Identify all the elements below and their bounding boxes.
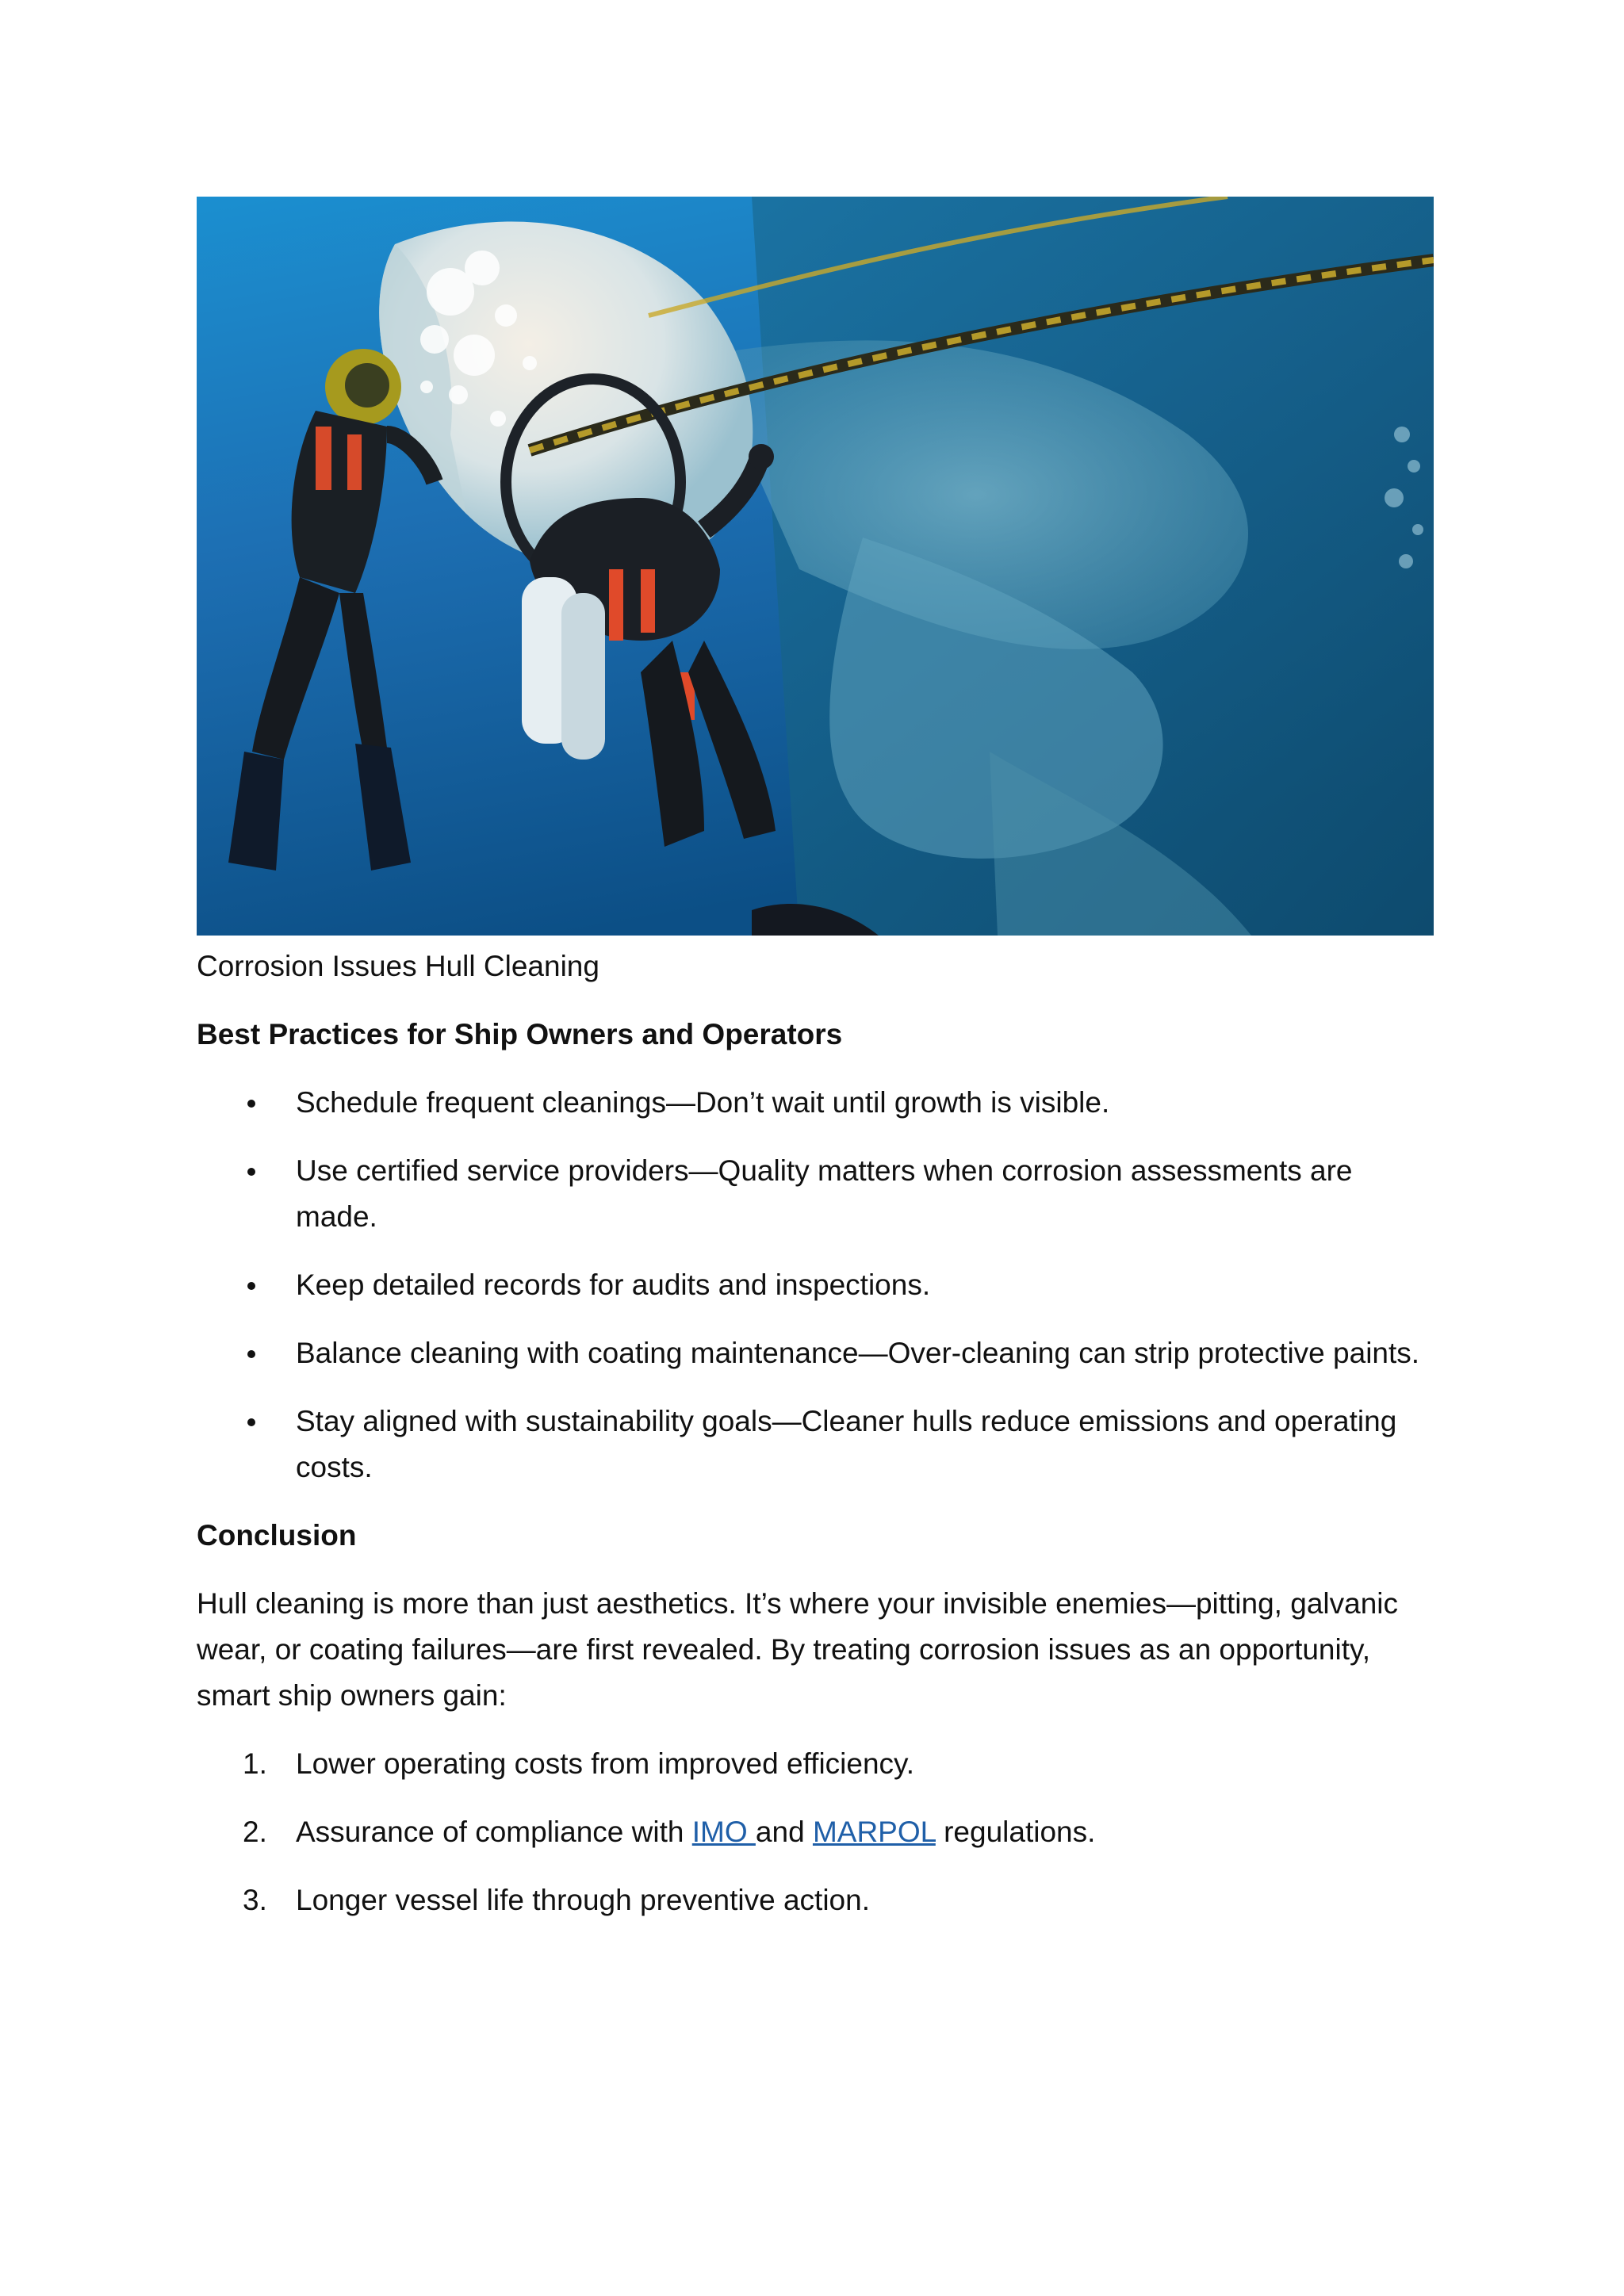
list-number: 2. — [243, 1816, 267, 1848]
list-item-text-middle: and — [755, 1816, 813, 1848]
list-item — [197, 1262, 1434, 1308]
list-item-text-before: Assurance of compliance with — [296, 1816, 692, 1848]
list-item — [197, 1080, 1434, 1126]
best-practices-heading: Best Practices for Ship Owners and Operators — [197, 1018, 843, 1050]
conclusion-paragraph: Hull cleaning is more than just aesthetics. It’s where your invisible enemies—pitting, galvanic wear, or coating failures—are first revealed. By treating corrosion issues as an opportunity, smart ship owners gain: — [197, 1587, 1398, 1712]
list-item — [197, 1148, 1434, 1240]
list-item-text: Longer vessel life through preventive action. — [296, 1884, 870, 1916]
list-item-text: Balance cleaning with coating maintenance—Over-cleaning can strip protective paints. — [296, 1337, 1420, 1369]
list-item-text: Lower operating costs from improved efficiency. — [296, 1747, 915, 1780]
document-page — [197, 197, 1434, 1923]
list-item-text-after: regulations. — [935, 1816, 1096, 1848]
list-number: 3. — [243, 1884, 267, 1916]
imo-link[interactable]: IMO — [691, 1816, 756, 1848]
list-item — [197, 1330, 1434, 1376]
bullet-icon — [247, 1418, 255, 1426]
bullet-icon — [247, 1168, 255, 1176]
best-practices-list — [197, 1080, 1434, 1490]
list-item — [197, 1741, 1434, 1787]
list-number: 1. — [243, 1747, 267, 1780]
conclusion-heading: Conclusion — [197, 1519, 357, 1552]
list-item — [197, 1399, 1434, 1490]
list-item-text: Stay aligned with sustainability goals—Cleaner hulls reduce emissions and operating costs. — [296, 1405, 1397, 1483]
bullet-icon — [247, 1100, 255, 1108]
list-item — [197, 1877, 1434, 1923]
bullet-icon — [247, 1282, 255, 1290]
bullet-icon — [247, 1350, 255, 1358]
list-item-text: Use certified service providers—Quality matters when corrosion assessments are made. — [296, 1154, 1353, 1233]
list-item-text: Schedule frequent cleanings—Don’t wait until growth is visible. — [296, 1086, 1110, 1119]
list-item — [197, 1809, 1434, 1855]
marpol-link[interactable]: MARPOL — [812, 1816, 936, 1848]
figure-caption: Corrosion Issues Hull Cleaning — [197, 950, 599, 982]
benefits-list — [197, 1741, 1434, 1923]
hull-cleaning-photo — [197, 197, 1434, 936]
list-item-text: Keep detailed records for audits and inspections. — [296, 1269, 931, 1301]
